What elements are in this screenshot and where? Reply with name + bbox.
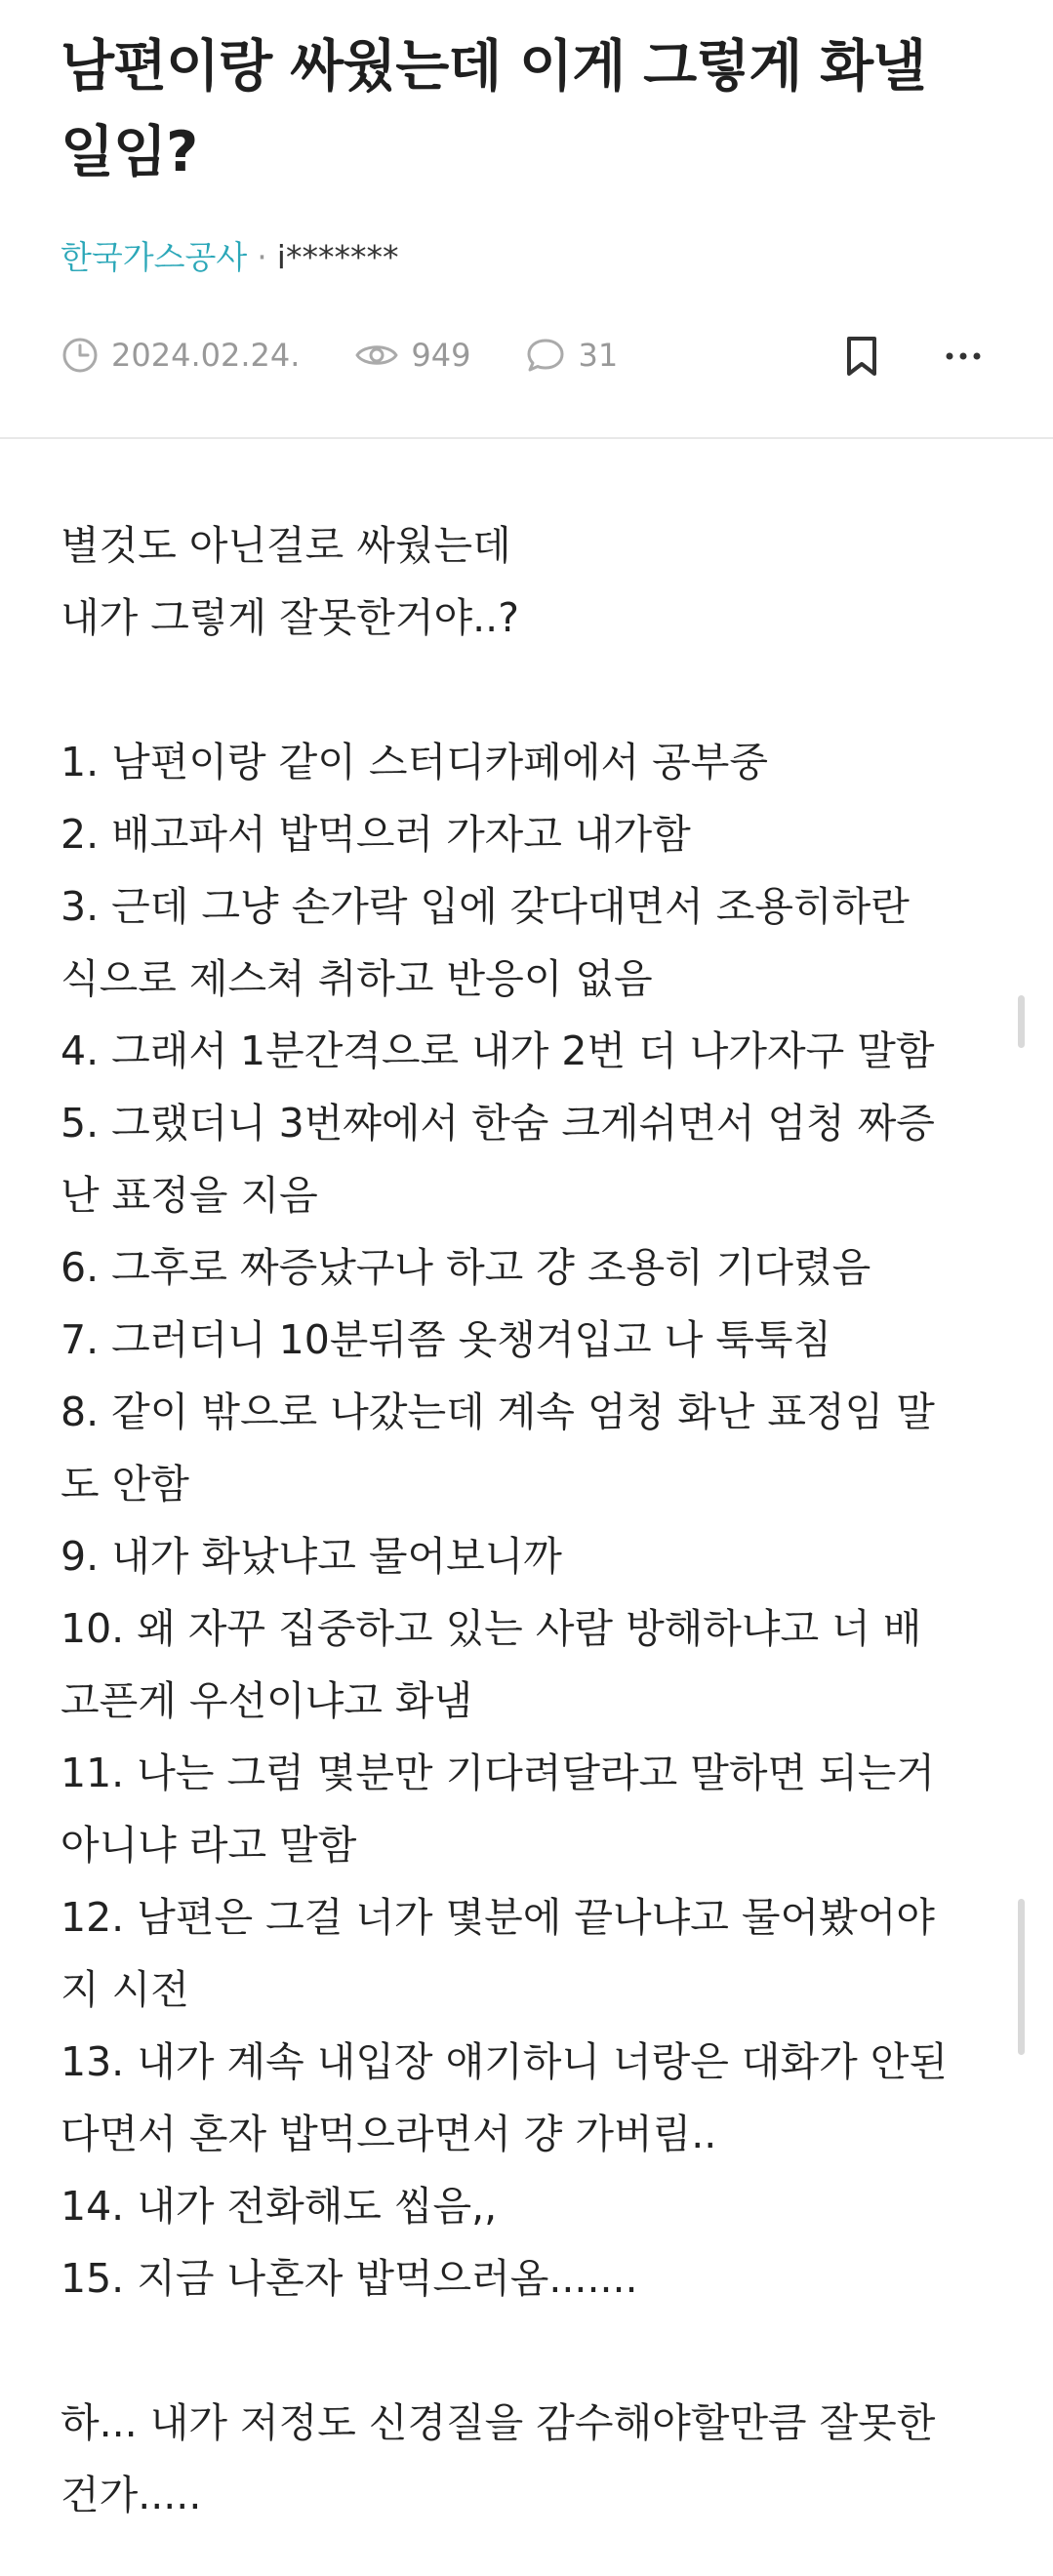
body-line: 11. 나는 그럼 몇분만 기다려달라고 말하면 되는거	[61, 1750, 935, 1796]
body-line: 14. 내가 전화해도 씹음,,	[61, 2183, 498, 2230]
body-line: 건가.....	[61, 2472, 202, 2518]
body-line: 고픈게 우선이냐고 화냄	[61, 1677, 473, 1724]
body-line: 지 시전	[61, 1966, 189, 2013]
body-line: 식으로 제스쳐 취하고 반응이 없음	[61, 955, 653, 1002]
date-text: 2024.02.24.	[111, 337, 301, 374]
body-line: 다면서 혼자 밥먹으라면서 걍 가버림..	[61, 2111, 717, 2157]
post-body	[61, 509, 1007, 2531]
byline	[61, 232, 398, 283]
body-line: 15. 지금 나혼자 밥먹으러옴.......	[61, 2255, 638, 2302]
body-line: 13. 내가 계속 내입장 얘기하니 너랑은 대화가 안된	[61, 2038, 948, 2085]
body-line	[61, 654, 1007, 726]
clock-icon	[61, 336, 100, 375]
company-link[interactable]: 한국가스공사	[61, 238, 248, 276]
body-line: 난 표정을 지음	[61, 1172, 318, 1219]
body-line: 12. 남편은 그걸 너가 몇분에 끝나냐고 물어봤어야	[61, 1894, 935, 1941]
more-icon	[944, 350, 983, 362]
post-title-line-2: 일임?	[61, 120, 198, 184]
scrollbar-marker[interactable]	[1018, 995, 1025, 1048]
eye-icon	[354, 336, 399, 375]
more-options-button[interactable]	[939, 332, 988, 381]
post-title	[61, 23, 997, 195]
body-line: 4. 그래서 1분간격으로 내가 2번 더 나가자구 말함	[61, 1027, 935, 1074]
bookmark-icon	[843, 335, 880, 378]
body-line: 8. 같이 밖으로 나갔는데 계속 엄청 화난 표정임 말	[61, 1389, 935, 1435]
body-line: 하... 내가 저정도 신경질을 감수해야할만큼 잘못한	[61, 2399, 936, 2446]
body-line	[61, 2314, 1007, 2387]
comments-text: 31	[578, 337, 619, 374]
body-line: 5. 그랬더니 3번쨔에서 한숨 크게쉬면서 엄청 짜증	[61, 1100, 935, 1147]
post-header	[0, 0, 1053, 439]
body-line: 9. 내가 화났냐고 물어보니까	[61, 1533, 562, 1580]
comment-icon	[525, 336, 566, 375]
bookmark-button[interactable]	[837, 332, 886, 381]
scrollbar-thumb[interactable]	[1018, 1899, 1025, 2055]
body-line: 아니냐 라고 말함	[61, 1822, 357, 1869]
views-text: 949	[411, 337, 471, 374]
body-line: 7. 그러더니 10분뒤쯤 옷챙겨입고 나 툭툭침	[61, 1316, 832, 1363]
author-name: i*******	[276, 238, 399, 276]
body-line: 도 안함	[61, 1461, 189, 1508]
body-line: 2. 배고파서 밥먹으러 가자고 내가함	[61, 811, 691, 858]
body-line: 내가 그렇게 잘못한거야..?	[61, 594, 519, 641]
post-title-line-1: 남편이랑 싸웠는데 이게 그렇게 화낼	[61, 34, 926, 99]
body-line: 10. 왜 자꾸 집중하고 있는 사람 방해하냐고 너 배	[61, 1605, 922, 1652]
comment-count[interactable]	[525, 336, 618, 375]
byline-separator: ·	[257, 238, 267, 276]
body-line: 6. 그후로 짜증났구나 하고 걍 조용히 기다렸음	[61, 1244, 871, 1291]
body-line: 3. 근데 그냥 손가락 입에 갖다대면서 조용히하란	[61, 883, 910, 930]
view-count	[354, 336, 470, 375]
body-line: 1. 남편이랑 같이 스터디카페에서 공부중	[61, 739, 768, 785]
post-meta	[61, 328, 618, 382]
post-date	[61, 336, 300, 375]
body-line: 별것도 아닌걸로 싸웠는데	[61, 522, 511, 569]
